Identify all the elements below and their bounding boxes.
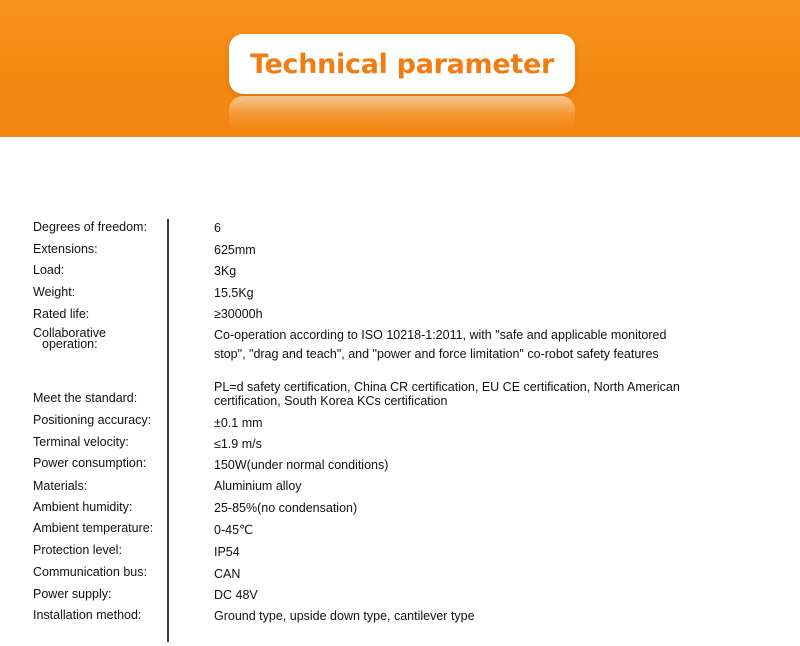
spec-value-line1: Co-operation according to ISO 10218-1:2011, with "safe and applicable monitored xyxy=(214,328,667,342)
spec-label: Weight: xyxy=(33,285,76,299)
spec-label: Installation method: xyxy=(33,608,142,622)
page-title: Technical parameter xyxy=(249,48,555,80)
spec-value: 625mm xyxy=(214,243,256,257)
spec-value: Ground type, upside down type, cantilever type xyxy=(214,609,475,623)
spec-label: Load: xyxy=(33,263,65,277)
title-card xyxy=(229,34,575,94)
spec-label: Ambient humidity: xyxy=(33,500,133,514)
spec-label: Ambient temperature: xyxy=(33,521,154,535)
spec-label: Degrees of freedom: xyxy=(33,220,147,234)
spec-label: Power supply: xyxy=(33,587,112,601)
spec-value-line1: PL=d safety certification, China CR certification, EU CE certification, North American xyxy=(214,380,680,394)
spec-value: 6 xyxy=(214,221,221,235)
spec-value-line2: stop", "drag and teach", and "power and force limitation" co-robot safety features xyxy=(214,347,659,361)
spec-label: Rated life: xyxy=(33,307,90,321)
spec-label-line1: Collaborative xyxy=(33,326,106,340)
spec-value: 25-85%(no condensation) xyxy=(214,501,358,515)
spec-value: DC 48V xyxy=(214,588,258,602)
spec-value: Aluminium alloy xyxy=(214,479,302,493)
spec-label: Extensions: xyxy=(33,242,98,256)
column-divider xyxy=(167,219,169,642)
spec-value: 3Kg xyxy=(214,264,237,278)
spec-label: Power consumption: xyxy=(33,456,147,470)
spec-value: ≥30000h xyxy=(214,307,263,321)
spec-value: 0-45℃ xyxy=(214,523,254,537)
spec-value: IP54 xyxy=(214,545,240,559)
spec-label: Meet the standard: xyxy=(33,391,138,405)
spec-value: ±0.1 mm xyxy=(214,416,263,430)
spec-value: CAN xyxy=(214,567,241,581)
spec-label: Materials: xyxy=(33,479,88,493)
spec-value-line2: certification, South Korea KCs certification xyxy=(214,394,448,408)
spec-label-line2: operation: xyxy=(42,337,98,351)
spec-value: 150W(under normal conditions) xyxy=(214,458,389,472)
spec-label: Positioning accuracy: xyxy=(33,413,152,427)
spec-label: Protection level: xyxy=(33,543,122,557)
title-reflection xyxy=(229,96,575,130)
spec-label: Communication bus: xyxy=(33,565,147,579)
spec-value: 15.5Kg xyxy=(214,286,254,300)
spec-value: ≤1.9 m/s xyxy=(214,437,262,451)
spec-label: Terminal velocity: xyxy=(33,435,129,449)
